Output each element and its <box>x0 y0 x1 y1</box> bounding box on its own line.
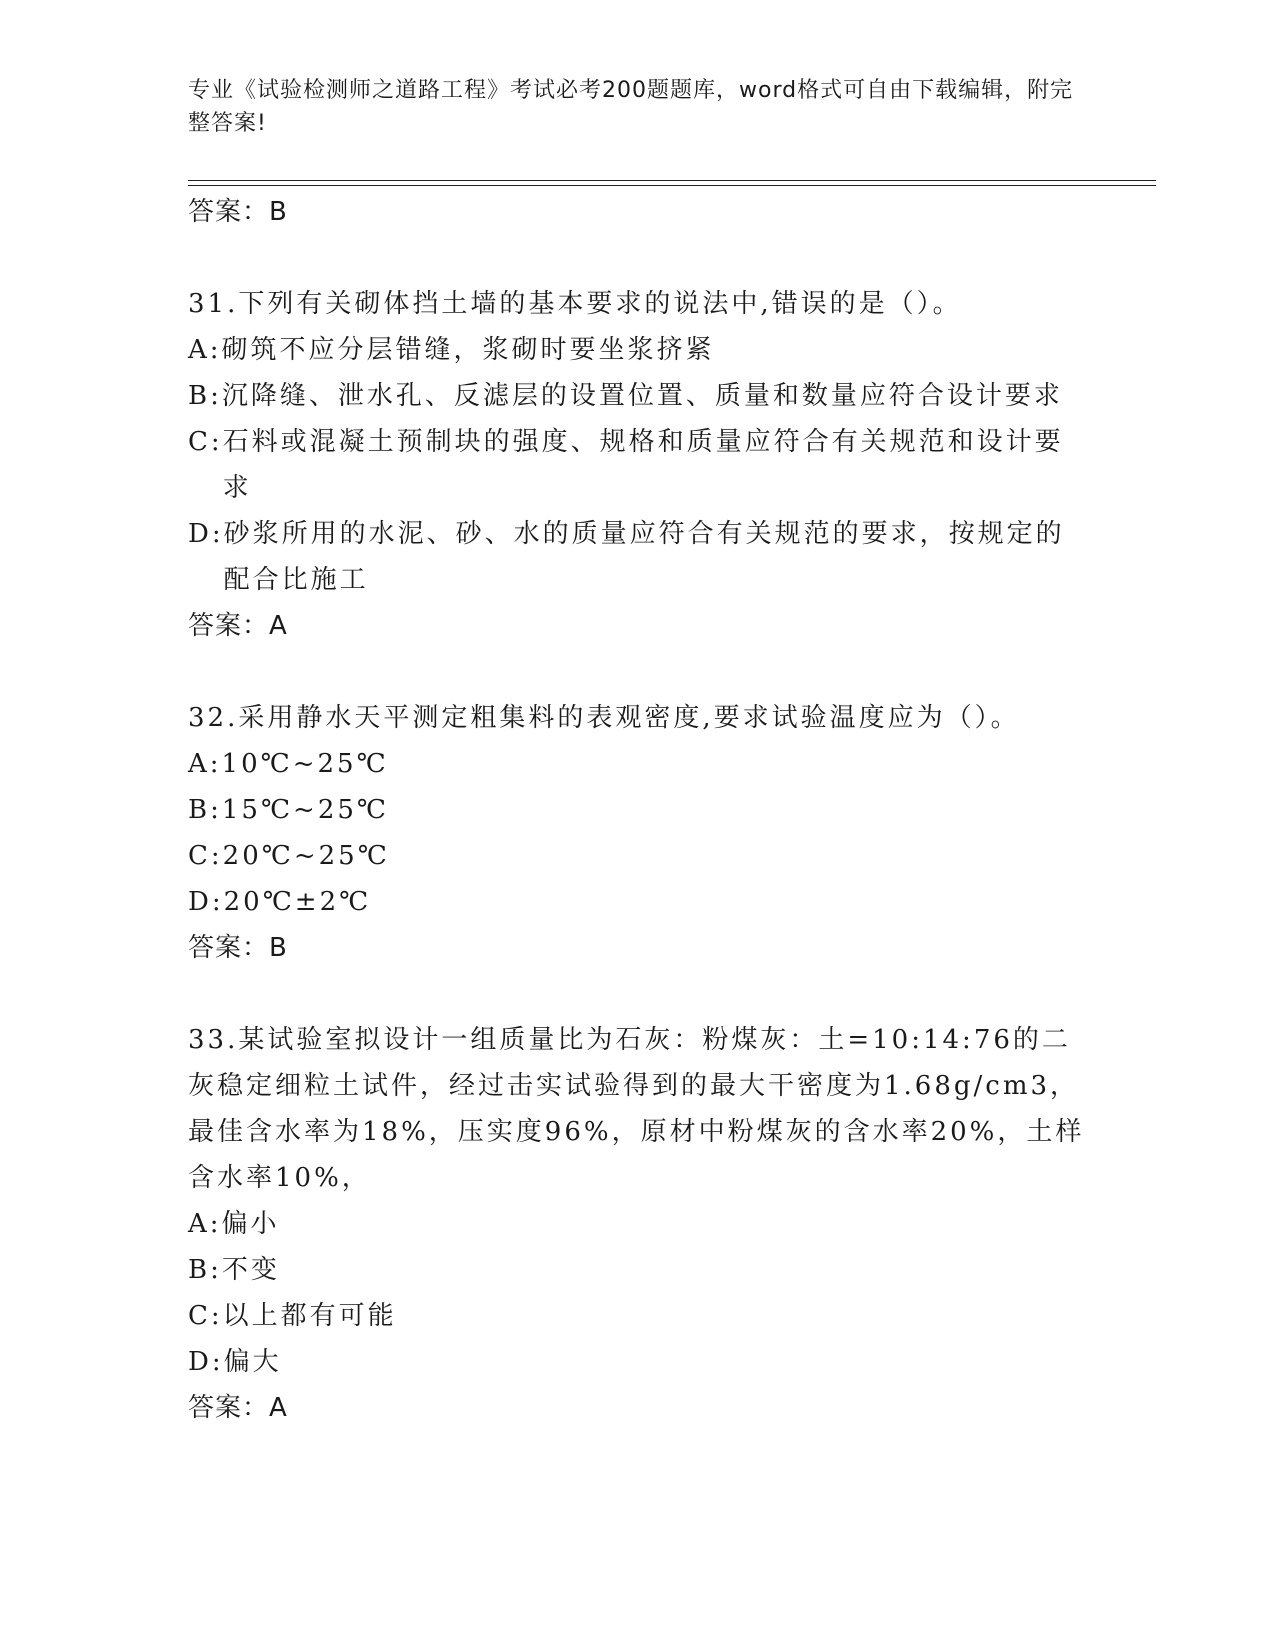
option-d <box>188 511 1088 603</box>
question-33 <box>188 1017 1088 1431</box>
option-b <box>188 787 1088 833</box>
option-text: 以上都有可能 <box>222 1301 397 1331</box>
option-letter: A: <box>188 1209 222 1239</box>
previous-answer: 答案：B <box>188 197 288 227</box>
option-text: 偏小 <box>221 1209 280 1239</box>
option-text: 砌筑不应分层错缝，浆砌时要坐浆挤紧 <box>221 335 715 365</box>
option-letter: D: <box>188 519 224 549</box>
option-a <box>188 327 1088 373</box>
option-letter: A: <box>188 335 222 365</box>
option-letter: D: <box>188 1347 224 1377</box>
header-divider-top <box>188 180 1156 181</box>
question-answer: 答案：A <box>188 1393 288 1423</box>
option-c <box>188 419 1088 511</box>
option-text: 砂浆所用的水泥、砂、水的质量应符合有关规范的要求，按规定的配合比施工 <box>223 519 1065 595</box>
option-d <box>188 879 1088 925</box>
option-text: 偏大 <box>223 1347 282 1377</box>
option-letter: B: <box>188 795 222 825</box>
question-31 <box>188 281 1088 649</box>
option-c <box>188 1293 1088 1339</box>
document-content <box>188 189 1088 1477</box>
option-letter: B: <box>188 1255 222 1285</box>
document-header: 专业《试验检测师之道路工程》考试必考200题题库，word格式可自由下载编辑，附完整答案! <box>188 78 1074 136</box>
option-d <box>188 1339 1088 1385</box>
option-letter: C: <box>188 841 223 871</box>
option-b <box>188 373 1088 419</box>
question-stem: 31.下列有关砌体挡土墙的基本要求的说法中,错误的是（）。 <box>188 289 962 319</box>
question-answer: 答案：A <box>188 611 288 641</box>
option-text: 10℃~25℃ <box>221 749 389 779</box>
option-letter: D: <box>188 887 224 917</box>
option-letter: B: <box>188 381 222 411</box>
option-text: 15℃~25℃ <box>221 795 389 825</box>
option-text: 20℃±2℃ <box>223 887 372 917</box>
option-a <box>188 741 1088 787</box>
question-stem: 32.采用静水天平测定粗集料的表观密度,要求试验温度应为（）。 <box>188 703 1020 733</box>
question-answer: 答案：B <box>188 933 288 963</box>
option-text: 石料或混凝土预制块的强度、规格和质量应符合有关规范和设计要求 <box>222 427 1064 503</box>
header-divider-bottom <box>188 185 1156 186</box>
question-32 <box>188 695 1088 971</box>
option-text: 不变 <box>221 1255 280 1285</box>
option-letter: C: <box>188 1301 223 1331</box>
question-stem: 33.某试验室拟设计一组质量比为石灰：粉煤灰：土=10:14:76的二灰稳定细粒土试件，经过击实试验得到的最大干密度为1.68g/cm3，最佳含水率为18%，压实度96%，原材中粉煤灰的含水率20%，土样含水率10%， <box>188 1025 1085 1193</box>
option-letter: C: <box>188 427 223 457</box>
option-text: 沉降缝、泄水孔、反滤层的设置位置、质量和数量应符合设计要求 <box>221 381 1063 411</box>
option-c <box>188 833 1088 879</box>
option-text: 20℃~25℃ <box>222 841 390 871</box>
option-b <box>188 1247 1088 1293</box>
option-letter: A: <box>188 749 222 779</box>
option-a <box>188 1201 1088 1247</box>
